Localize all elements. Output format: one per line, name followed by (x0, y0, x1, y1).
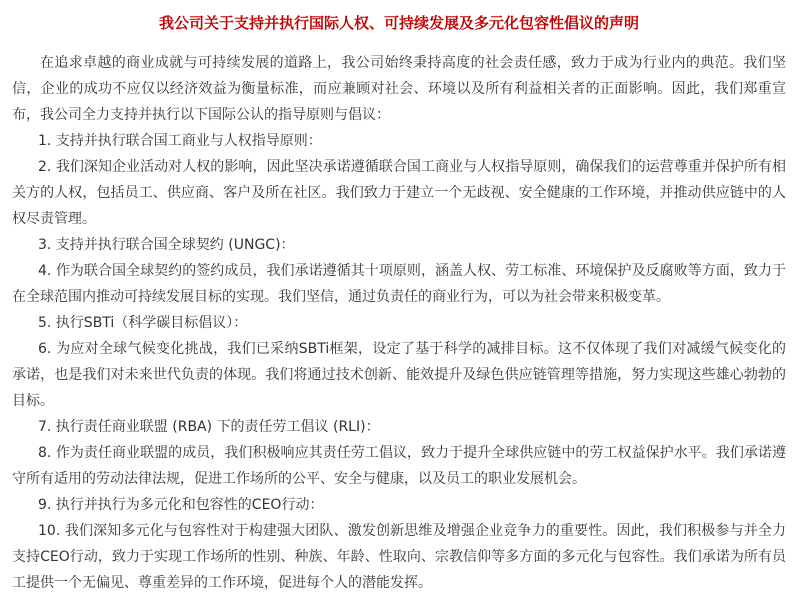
page-title: 我公司关于支持并执行国际人权、可持续发展及多元化包容性倡议的声明 (158, 14, 639, 32)
intro-paragraph: 在追求卓越的商业成就与可持续发展的道路上，我公司始终秉持高度的社会责任感，致力于成为行业内的典范。我们坚信，企业的成功不应仅以经济效益为衡量标准，而应兼顾对社会、环境以及所有利益相关者的正面影响。因此，我们郑重宣布，我公司全力支持并执行以下国际公认的指导原则与倡议： (12, 55, 786, 123)
item-body-8: 8. 作为责任商业联盟的成员，我们积极响应其责任劳工倡议，致力于提升全球供应链中的劳工权益保护水平。我们承诺遵守所有适用的劳动法律法规，促进工作场所的公平、安全与健康，以及员工的职业发展机会。 (12, 445, 786, 487)
item-heading-9: 9. 执行并执行为多元化和包容性的CEO行动： (38, 497, 324, 513)
item-body-2: 2. 我们深知企业活动对人权的影响，因此坚决承诺遵循联合国工商业与人权指导原则，确保我们的运营尊重并保护所有相关方的人权，包括员工、供应商、客户及所在社区。我们致力于建立一个无歧视、安全健康的工作环境，并推动供应链中的人权尽责管理。 (12, 159, 786, 227)
item-heading-7: 7. 执行责任商业联盟 (RBA) 下的责任劳工倡议 (RLI)： (38, 419, 380, 435)
item-body-10: 10. 我们深知多元化与包容性对于构建强大团队、激发创新思维及增强企业竞争力的重要性。因此，我们积极参与并全力支持CEO行动，致力于实现工作场所的性别、种族、年龄、性取向、宗教信仰等多方面的多元化与包容性。我们承诺为所有员工提供一个无偏见、尊重差异的工作环境，促进每个人的潜能发挥。 (12, 523, 786, 591)
item-heading-3: 3. 支持并执行联合国全球契约 (UNGC)： (38, 237, 295, 253)
item-body-4: 4. 作为联合国全球契约的签约成员，我们承诺遵循其十项原则，涵盖人权、劳工标准、环境保护及反腐败等方面，致力于在全球范围内推动可持续发展目标的实现。我们坚信，通过负责任的商业行为，可以为社会带来积极变革。 (12, 263, 786, 305)
item-heading-1: 1. 支持并执行联合国工商业与人权指导原则： (38, 133, 322, 149)
item-heading-5: 5. 执行SBTi（科学碳目标倡议）： (38, 315, 248, 331)
item-body-6: 6. 为应对全球气候变化挑战，我们已采纳SBTi框架，设定了基于科学的减排目标。这不仅体现了我们对减缓气候变化的承诺，也是我们对未来世代负责的体现。我们将通过技术创新、能效提升及绿色供应链管理等措施，努力实现这些雄心勃勃的目标。 (12, 341, 786, 409)
